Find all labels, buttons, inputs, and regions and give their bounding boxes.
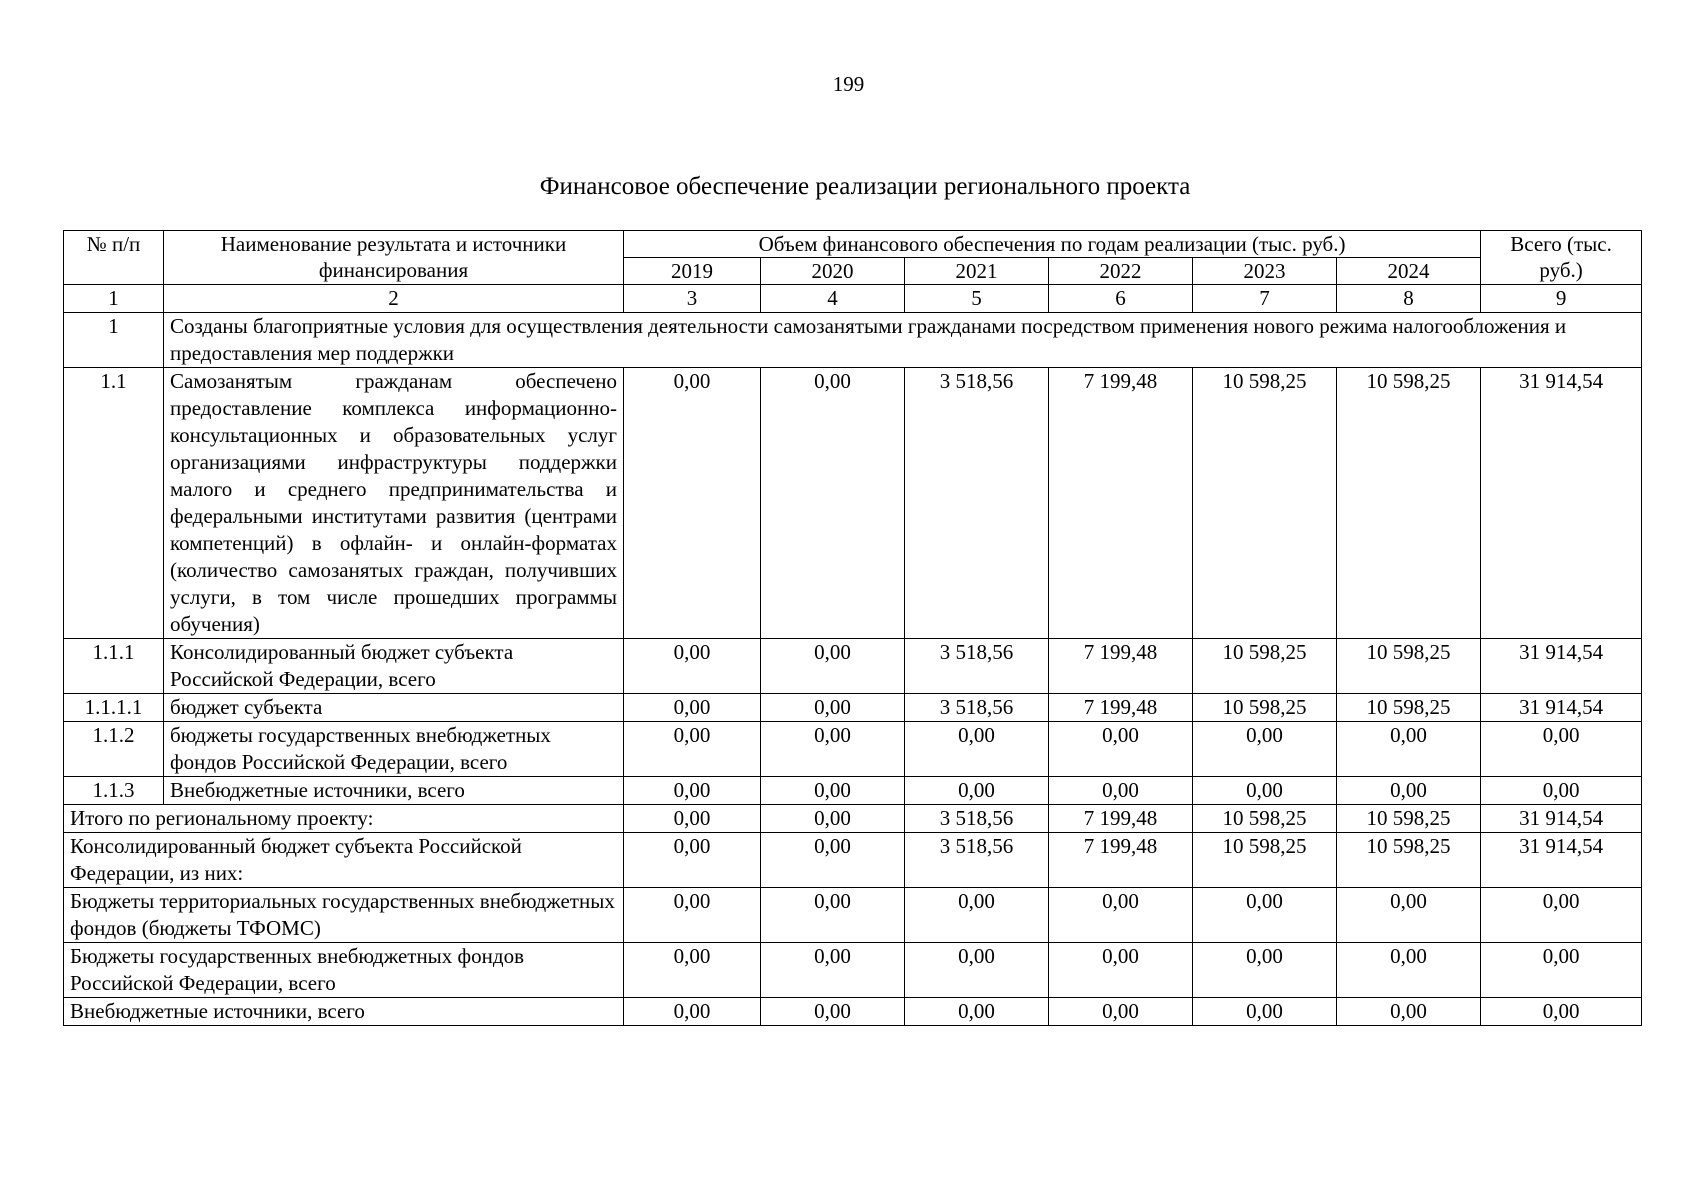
value-2022: 0,00 [1049, 888, 1193, 943]
header-volume: Объем финансового обеспечения по годам реализации (тыс. руб.) [624, 231, 1481, 258]
value-2019: 0,00 [624, 805, 761, 833]
row-name: бюджет субъекта [164, 694, 624, 722]
value-2023: 0,00 [1193, 722, 1337, 777]
column-number: 8 [1337, 285, 1481, 313]
total-row [64, 805, 1642, 833]
column-number: 9 [1481, 285, 1642, 313]
column-number: 5 [905, 285, 1049, 313]
column-number: 7 [1193, 285, 1337, 313]
value-total: 31 914,54 [1481, 805, 1642, 833]
row-name: бюджеты государственных внебюджетных фондов Российской Федерации, всего [164, 722, 624, 777]
section-text: Созданы благоприятные условия для осуществления деятельности самозанятыми гражданами посредством применения нового режима налогообложения и предоставления мер поддержки [164, 313, 1642, 368]
value-2019: 0,00 [624, 777, 761, 805]
total-name: Итого по региональному проекту: [64, 805, 624, 833]
value-2024: 10 598,25 [1337, 805, 1481, 833]
header-year: 2021 [905, 258, 1049, 285]
table-row [64, 639, 1642, 694]
header-name: Наименование результата и источники финансирования [164, 231, 624, 285]
column-numbers-row [64, 285, 1642, 313]
header-year: 2020 [761, 258, 905, 285]
value-total: 31 914,54 [1481, 368, 1642, 639]
total-row [64, 833, 1642, 888]
column-number: 6 [1049, 285, 1193, 313]
value-2024: 0,00 [1337, 998, 1481, 1026]
value-2022: 7 199,48 [1049, 368, 1193, 639]
column-number: 3 [624, 285, 761, 313]
table-row [64, 694, 1642, 722]
row-number: 1.1.3 [64, 777, 164, 805]
value-2024: 0,00 [1337, 888, 1481, 943]
row-name: Консолидированный бюджет субъекта Российской Федерации, всего [164, 639, 624, 694]
value-total: 0,00 [1481, 722, 1642, 777]
value-total: 0,00 [1481, 777, 1642, 805]
total-row [64, 998, 1642, 1026]
row-name: Внебюджетные источники, всего [164, 777, 624, 805]
table-row [64, 722, 1642, 777]
value-2024: 0,00 [1337, 722, 1481, 777]
table-row [64, 368, 1642, 639]
value-2023: 10 598,25 [1193, 833, 1337, 888]
value-2019: 0,00 [624, 888, 761, 943]
value-total: 31 914,54 [1481, 639, 1642, 694]
value-2022: 0,00 [1049, 777, 1193, 805]
section-row [64, 313, 1642, 368]
column-number: 4 [761, 285, 905, 313]
total-name: Внебюджетные источники, всего [64, 998, 624, 1026]
value-2021: 3 518,56 [905, 833, 1049, 888]
value-2024: 0,00 [1337, 777, 1481, 805]
row-name: Самозанятым гражданам обеспечено предоставление комплекса информационно-консультационных и образовательных услуг организациями инфраструктуры поддержки малого и среднего предпринимательства и федеральными институтами развития (центрами компетенций) в офлайн- и онлайн-форматах (количество самозанятых граждан, получивших услуги, в том числе прошедших программы обучения) [164, 368, 624, 639]
value-2020: 0,00 [761, 694, 905, 722]
value-2022: 0,00 [1049, 722, 1193, 777]
value-2020: 0,00 [761, 639, 905, 694]
section-number: 1 [64, 313, 164, 368]
value-2019: 0,00 [624, 368, 761, 639]
value-2024: 0,00 [1337, 943, 1481, 998]
value-2023: 10 598,25 [1193, 694, 1337, 722]
value-total: 0,00 [1481, 998, 1642, 1026]
header-year: 2023 [1193, 258, 1337, 285]
value-2020: 0,00 [761, 888, 905, 943]
header-year: 2019 [624, 258, 761, 285]
column-number: 1 [64, 285, 164, 313]
value-2021: 3 518,56 [905, 694, 1049, 722]
table-row [64, 777, 1642, 805]
value-2019: 0,00 [624, 833, 761, 888]
value-2023: 0,00 [1193, 943, 1337, 998]
value-2020: 0,00 [761, 833, 905, 888]
total-name: Консолидированный бюджет субъекта Российской Федерации, из них: [64, 833, 624, 888]
page-number: 199 [832, 72, 865, 96]
value-total: 31 914,54 [1481, 833, 1642, 888]
header-no: № п/п [64, 231, 164, 285]
value-2020: 0,00 [761, 998, 905, 1026]
value-2023: 10 598,25 [1193, 368, 1337, 639]
total-row [64, 888, 1642, 943]
value-2024: 10 598,25 [1337, 833, 1481, 888]
total-row [64, 943, 1642, 998]
value-2019: 0,00 [624, 639, 761, 694]
value-2022: 0,00 [1049, 998, 1193, 1026]
row-number: 1.1 [64, 368, 164, 639]
financing-table [63, 230, 1642, 1026]
value-2020: 0,00 [761, 777, 905, 805]
header-row [64, 231, 1642, 258]
value-2021: 3 518,56 [905, 368, 1049, 639]
total-name: Бюджеты государственных внебюджетных фондов Российской Федерации, всего [64, 943, 624, 998]
value-2022: 7 199,48 [1049, 694, 1193, 722]
value-2021: 0,00 [905, 777, 1049, 805]
value-2024: 10 598,25 [1337, 639, 1481, 694]
value-total: 31 914,54 [1481, 694, 1642, 722]
value-2021: 0,00 [905, 722, 1049, 777]
value-2019: 0,00 [624, 694, 761, 722]
row-number: 1.1.2 [64, 722, 164, 777]
value-total: 0,00 [1481, 943, 1642, 998]
header-year: 2024 [1337, 258, 1481, 285]
row-number: 1.1.1.1 [64, 694, 164, 722]
row-number: 1.1.1 [64, 639, 164, 694]
value-2020: 0,00 [761, 805, 905, 833]
document-title: Финансовое обеспечение реализации регионального проекта [539, 173, 1191, 200]
value-2022: 0,00 [1049, 943, 1193, 998]
column-number: 2 [164, 285, 624, 313]
total-name: Бюджеты территориальных государственных внебюджетных фондов (бюджеты ТФОМС) [64, 888, 624, 943]
header-total: Всего (тыс. руб.) [1481, 231, 1642, 285]
value-2020: 0,00 [761, 943, 905, 998]
value-2021: 0,00 [905, 998, 1049, 1026]
value-2019: 0,00 [624, 722, 761, 777]
value-total: 0,00 [1481, 888, 1642, 943]
value-2022: 7 199,48 [1049, 639, 1193, 694]
value-2023: 10 598,25 [1193, 639, 1337, 694]
value-2022: 7 199,48 [1049, 833, 1193, 888]
value-2023: 0,00 [1193, 777, 1337, 805]
value-2019: 0,00 [624, 943, 761, 998]
value-2021: 3 518,56 [905, 805, 1049, 833]
value-2021: 0,00 [905, 943, 1049, 998]
value-2023: 0,00 [1193, 998, 1337, 1026]
value-2019: 0,00 [624, 998, 761, 1026]
value-2021: 0,00 [905, 888, 1049, 943]
value-2023: 0,00 [1193, 888, 1337, 943]
value-2022: 7 199,48 [1049, 805, 1193, 833]
header-year: 2022 [1049, 258, 1193, 285]
value-2023: 10 598,25 [1193, 805, 1337, 833]
value-2024: 10 598,25 [1337, 694, 1481, 722]
value-2021: 3 518,56 [905, 639, 1049, 694]
value-2020: 0,00 [761, 368, 905, 639]
value-2024: 10 598,25 [1337, 368, 1481, 639]
value-2020: 0,00 [761, 722, 905, 777]
